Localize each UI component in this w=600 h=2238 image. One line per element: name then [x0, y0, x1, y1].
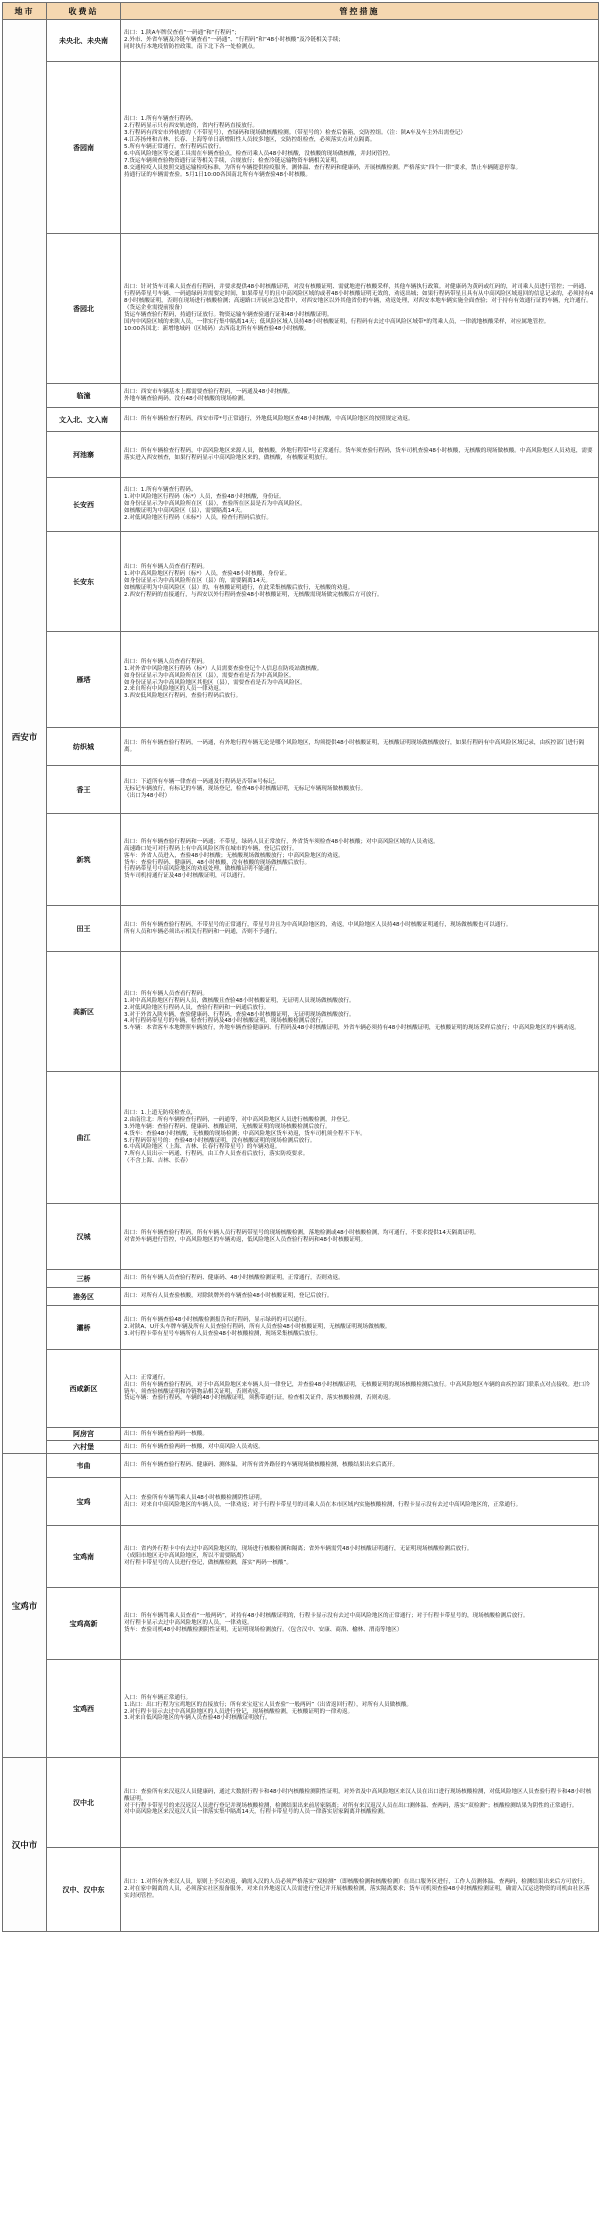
table-body [3, 20, 599, 1932]
station-cell: 雁塔 [47, 632, 121, 728]
station-cell: 田王 [47, 906, 121, 952]
measures-cell: 出口：1.所有车辆查行程码。 2.行程码显示只有西安轨迹的，省内行程码直接放行。 3.行程码有西安市外轨迹的（不带星号），查绿码和现场做核酸检测。（带星号的）检查后备箱，交防控组。（注：陕A车及车主外出需登记） 4.江苏扬州和吉林、长春、上海等单日新增阳性人员较多地区，交防控组检查，必须落实点对点隔离。 5.所有车辆正常通行，查行程码后放行。 6.中高风险地区等交通工具需在车辆查验点，检查司乘人员48小时核酸，没核酸的现场做核酸，并封闭管控。 7.货运车辆须查验物资通行证等相关手续，合规放行；检查冷链运输物资车辆相关证明。 8.交通检疫人员按照交通运输检疫标准，为所有车辆提供检疫服务，测体温、查行程码和健康码，开展核酸检测。严格落实“四个一律”要求，禁止车辆随意停靠。 持通行证的车辆需查验。5月1日10:00各国南北所有车辆查验48小时核酸。 [121, 62, 599, 234]
city-cell: 汉中市 [3, 1758, 47, 1932]
measures-cell: 出口：所有车辆查验两码一核酸。 [121, 1428, 599, 1441]
station-cell: 长安西 [47, 478, 121, 532]
table-row [3, 1848, 599, 1932]
measures-cell: 出口：所有车辆检查行程码，西安市带*号正常通行，外地低风险地区查48小时核酸，中高风险地区的按照规定劝返。 [121, 408, 599, 432]
table-row [3, 1072, 599, 1204]
table-row [3, 1588, 599, 1660]
station-cell: 阿房宫 [47, 1428, 121, 1441]
control-measures-sheet [2, 2, 598, 1932]
station-cell: 宝鸡高新 [47, 1588, 121, 1660]
measures-cell: 出口：所有车辆驾乘人员查看“一般两码”，对持有48小时核酸证明的，行程卡显示没有去过中高风险地区的正常通行；对于行程卡带星号的，现场核酸检测后放行。 对行程卡显示去过中高风险地区的人员，一律劝返。 货车：查验司机48小时核酸检测阴性证明，无证明现场检测放行。（包含汉中、安康、商洛、榆林、渭南等地区） [121, 1588, 599, 1660]
table-row [3, 814, 599, 906]
table-row [3, 20, 599, 62]
station-cell: 宝鸡西 [47, 1660, 121, 1758]
header-city: 地市 [3, 3, 47, 20]
measures-cell: 出口：省内外行程卡中有去过中高风险地区的，现场进行核酸检测和隔离；省外车辆需凭48小时核酸证明通行，无证明现场核酸检测后放行。 （成阳市地区无中高风险地区，所以不需要隔离） 对行程卡带星号的人员进行登记，做核酸检测，落实“两码一核酸”。 [121, 1526, 599, 1588]
station-cell: 长安东 [47, 532, 121, 632]
measures-cell: 出口：查验所有来汉返汉人员健康码，通过大数据行程卡和48小时内核酸检测阴性证明，对外省及中高风险地区来汉人员在出口进行现场核酸检测，对低风险地区人员查验行程卡和48小时核酸证明。 对于行程卡带星号的来汉返汉人员进行登记并现场核酸检测，检测结果出来前居家隔离；对所有来汉返汉人员在出口测体温、查两码，落实“双检测”；核酸检测结果为阴性的正常通行。 对中高风险地区来汉返汉人员一律落实集中隔离14天，行程卡带星号的人员一律落实居家隔离并核酸检测。 [121, 1758, 599, 1848]
station-cell: 六村堡 [47, 1441, 121, 1454]
table-row [3, 1350, 599, 1428]
measures-cell: 出口：1.上道无防疫检查点， 2.由南往北：所有车辆检查行程码，一码通等，对中高风险地区人员进行核酸检测，并登记。 3.外地车辆：查验行程码、健康码、核酸证明，无核酸证明的现场核酸检测后放行。 4.货车：查验48小时核酸，无核酸的现场检测；中高风险地区货车劝返，货车司机须全程不下车。 5.行程码带星号的：查验48小时核酸证明，没有核酸证明的现场检测后放行。 6.中高风险地区（上海、吉林、长春行程带星号）的车辆劝返。 7.所有人员出示一码通、行程码，由工作人员查看后放行，落实防疫要求。 （不含上海、吉林、长春） [121, 1072, 599, 1204]
station-cell: 港务区 [47, 1288, 121, 1306]
table-row [3, 532, 599, 632]
measures-cell: 出口：所有车辆查验行程码，一码通，有外地行程车辆无论是哪个风险地区，均须提供48小时核酸证明，无核酸证明现场做核酸放行，如果行程码有中高风险区域记录，由疾控部门进行隔离。 [121, 728, 599, 766]
station-cell: 汉中、汉中东 [47, 1848, 121, 1932]
station-cell: 未央北、未央南 [47, 20, 121, 62]
header-row [3, 3, 599, 20]
measures-cell: 出口：1.对所有外来汉人员，原则上予以劝返，确需入汉的人员必须严格落实“双检测”（即核酸检测和核酸检测）在出口服务区进行，工作人员测体温、查两码，检测结果出来后方可放行。 2.对在家中隔离的人员，必须落实社区报备服务，对来自外地返汉人员需进行登记并开展核酸检测，落实隔离要求；货车司机须查验48小时核酸检测证明，确需入汉运送物资的司机由社区落实封闭管控。 [121, 1848, 599, 1932]
station-cell: 灞桥 [47, 1306, 121, 1350]
measures-cell: 出口：对所有人员查验核酸，对除陕牌外的车辆查验48小时核酸证明，登记后放行。 [121, 1288, 599, 1306]
measures-cell: 出口：针对货车司乘人员查看行程码，并要求提供48小时核酸证明，对没有核酸证明、需就地进行核酸采样，其他车辆执行政策。对健康码为黄码或红码的，对司乘人员进行管控；一码通、行程码带星号车辆、一码通绿码并需要定时间，如果带星号的且中高风险区域的或者48小时核酸证明无效的，劝返出城；如果行程码带星且具有从中高风险区域返回的信息记录的，必须持有48小时核酸证明，否则在现场进行核酸检测；高速路口开展应急处置中，对西安地区以外其他省份的车辆，劝返处理，对西安本地车辆实施全面查验；对于持有有效通行证的车辆，允许通行。（货运企业需提前报备） 货运车辆查验行程码，持通行证放行。物资运输车辆查验通行证和48小时核酸证明。 国内中风险区域的来陕人员，一律实行集中隔离14天；低风险区域人员持48小时核酸证明，行程码有去过中高风险区域带*的驾乘人员，一律就地核酸采样，对应属地管控。 10:00各国北：新增地域码（区域码）去西南北所有车辆查验48小时核酸。 [121, 234, 599, 384]
station-cell: 临潼 [47, 384, 121, 408]
measures-cell: 出口：1.陕A车牌仅查看“一码通”和“行程码”； 2.外市、外省车辆及冷链车辆查看“一码通”、“行程码”和“48小时核酸”及冷链相关手续； 同时执行本地疫情防控政策。南下北下各一处检测点。 [121, 20, 599, 62]
table-row [3, 1478, 599, 1526]
measures-cell: 出口：所有车辆查验行程码，不带星号的正常通行，带星号并且为中高风险地区的，劝返，中风险地区人员持48小时核酸证明通行，现场做核酸也可以通行。 所有人员和车辆必须出示相关行程码和一码通，否则不予通行。 [121, 906, 599, 952]
table-row [3, 1441, 599, 1454]
header-measures: 管控措施 [121, 3, 599, 20]
table-row [3, 1660, 599, 1758]
measures-cell: 出口：1.所有车辆查行程码。 1.对中风险地区行程码（标*）人员，查验48小时核酸，身份证。 如身份证显示为中高风险所在区（县），查验所在区县是否为中高风险区。 如核酸证明为中高风险区（县），需要隔离14天。 2.对低风险地区行程码（未标*）人员，检查行程码后放行。 [121, 478, 599, 532]
station-cell: 新筑 [47, 814, 121, 906]
table-row [3, 952, 599, 1072]
station-cell: 西咸新区 [47, 1350, 121, 1428]
table-row [3, 1306, 599, 1350]
table-row [3, 1526, 599, 1588]
station-cell: 宝鸡 [47, 1478, 121, 1526]
table-row [3, 1288, 599, 1306]
measures-cell: 入口：查验所有车辆驾乘人员48小时核酸检测阴性证明。 出口：对来自中高风险地区的车辆人员，一律劝返；对于行程卡带星号的司乘人员在本市区域内实施核酸检测，行程卡显示没有去过中高风险地区的，正常通行。 [121, 1478, 599, 1526]
table-row [3, 632, 599, 728]
table-row [3, 906, 599, 952]
station-cell: 河池寨 [47, 432, 121, 478]
station-cell: 香王 [47, 766, 121, 814]
measures-cell: 出口：所有车辆查验行程码、健康码、测体温，对所有省外路径的车辆现场做核酸检测，核酸结果出来后离开。 [121, 1454, 599, 1478]
table-row [3, 478, 599, 532]
header-station: 收费站 [47, 3, 121, 20]
table-row [3, 384, 599, 408]
table-row [3, 1204, 599, 1270]
table-row [3, 728, 599, 766]
station-cell: 汉中北 [47, 1758, 121, 1848]
measures-cell: 出口：所有车辆人员查看行程码。 1.对中高风险地区行程码人员，做核酸且查验48小时核酸证明，无证明人员现场做核酸放行。 2.对低风险地区行程码人员，查验行程码和一码通后放行。 3.对于外省入陕车辆，查验健康码、行程码，查验48小时核酸证明，无证明现场做核酸放行。 4.对行程码带星号的车辆，检查行程码及48小时核酸证明，现场核酸检测后放行。 5.车辆：本省客车本地牌照车辆放行，外地车辆查验健康码、行程码及48小时核酸证明，外省车辆必须持有48小时核酸证明，无核酸证明的现场采样后放行；中高风险地区的车辆劝返。 [121, 952, 599, 1072]
station-cell: 宝鸡南 [47, 1526, 121, 1588]
measures-cell: 出口：所有车辆检查行程码，中高风险地区来源人员，做核酸，外地行程带*号正常通行。货车须查验行程码，货车司机查验48小时核酸，无核酸的现场做核酸。中高风险地区人员劝返，需要落实进入西安核查，如果行程码显示中高风险地区来的，做核酸，有核酸证明放行。 [121, 432, 599, 478]
measures-cell: 入口：正常通行。 出口：所有车辆查验行程码，对于中高风险地区来车辆人员一律登记，并查验48小时核酸证明，无核酸证明的现场核酸检测后放行。中高风险地区车辆的由疾控部门联系点对点接收。进口冷链车，须查验核酸证明和冷链物品相关证明，否则劝返。 货运车辆：查验行程码，车辆的48小时核酸证明，须携带通行证，检查相关证件，落实核酸检测，否则劝返。 [121, 1350, 599, 1428]
station-cell: 香园北 [47, 234, 121, 384]
table-row [3, 234, 599, 384]
measures-cell: 出口：所有车辆人员查验行程码、健康码、48小时核酸检测证明，正常通行，否则劝返。 [121, 1270, 599, 1288]
station-cell: 纺织城 [47, 728, 121, 766]
measures-cell: 出口：所有车辆查验两码一核酸，对中高风险人员劝返。 [121, 1441, 599, 1454]
table-row [3, 1428, 599, 1441]
table-row [3, 1270, 599, 1288]
measures-cell: 入口：所有车辆正常通行。 1.出口：出口行程为宝鸡地区的直接放行；所有来宝返宝人员查验“一般两码”（出省返回行程），对所有人员做核酸。 2.对行程卡显示去过中高风险地区的人员进行登记，现场核酸检测，无核酸证明的一律劝返。 3.对来自低风险地区的车辆人员查验48小时核酸证明放行。 [121, 1660, 599, 1758]
measures-cell: 出口：所有车辆人员查看行程码。 1.对外省中风险地区行程码（标*）人员需要查验登记个人信息在防疫站做核酸。 如身份证显示为中高风险所在区（县），需要查看是否为中高风险区。 如身份证显示为中高风险地区其他区（县），需要查看是否为中高风险区。 2.来自所有中风险地区的人员一律劝返。 3.西安低风险地区行程码，查验行程码后放行。 [121, 632, 599, 728]
table-row [3, 1758, 599, 1848]
table-row [3, 1454, 599, 1478]
city-cell: 宝鸡市 [3, 1454, 47, 1758]
control-measures-table [2, 2, 599, 1932]
measures-cell: 出口：所有车辆查验48小时核酸检测报告和行程码，显示绿码的可以通行。 2.对陕A、U开头车牌车辆及所有人员查验行程码，所有人员查验48小时核酸证明，无核酸证明现场做核酸。 3.对行程卡带有星号车辆所有人员查验48小时核酸检测，现场采集核酸后放行。 [121, 1306, 599, 1350]
station-cell: 三桥 [47, 1270, 121, 1288]
station-cell: 文入北、文入南 [47, 408, 121, 432]
measures-cell: 出口：西安市车辆基本上都需要查验行程码，一码通及48小时核酸。 外地车辆查验两码。没有48小时核酸的现场检测。 [121, 384, 599, 408]
measures-cell: 出口：下道所有车辆一律查看一码通及行程码是否带※号标记。 无标记车辆放行，有标记的车辆，现场登记，检查48小时核酸证明，无标记车辆现场做核酸放行。 （出口为48小时） [121, 766, 599, 814]
table-row [3, 62, 599, 234]
measures-cell: 出口：所有车辆人员查看行程码。 1.对中高风险地区行程码（标*）人员，查验48小时核酸，身份证。 如身份证显示为中高风险所在区（县）的，需要隔离14天。 如核酸证明为中高风险区（县）的，有核酸证明通行，在此采集核酸后放行，无核酸的劝返。 2.西安行程码的直接通行，与西安以外行程码查验48小时核酸证明，无核酸需现场做完核酸后方可放行。 [121, 532, 599, 632]
table-row [3, 766, 599, 814]
station-cell: 汉城 [47, 1204, 121, 1270]
station-cell: 曲江 [47, 1072, 121, 1204]
table-row [3, 432, 599, 478]
station-cell: 韦曲 [47, 1454, 121, 1478]
measures-cell: 出口：所有车辆查验行程码和一码通；不带星，绿码人员正常放行，外省货车须检查48小时核酸；对中高风险区域的人员劝返。 高速路口处可对行程码上有中高风险区所在城市的车辆，登记后放行。 客车：外省人员进入，查验48小时核酸；无核酸现场做核酸放行；中高风险地区的劝返。 货车：查验行程码、健康码、48小时核酸，没有核酸的现场做核酸后放行。 行程码带星号中高风险地区的劝返处理，做核酸证明不能通行。 货车司机持通行证及48小时核酸证明，可以通行。 [121, 814, 599, 906]
table-row [3, 408, 599, 432]
station-cell: 香园南 [47, 62, 121, 234]
measures-cell: 出口：所有车辆查验行程码，所有车辆人员行程码带星号的现场核酸检测，落地检测或48小时核酸检测，均可通行，不要求提供14天隔离证明。 对省外车辆进行管控，中高风险地区的车辆劝返，低风险地区人员查验行程码和48小时核酸证明。 [121, 1204, 599, 1270]
station-cell: 高新区 [47, 952, 121, 1072]
city-cell: 西安市 [3, 20, 47, 1454]
